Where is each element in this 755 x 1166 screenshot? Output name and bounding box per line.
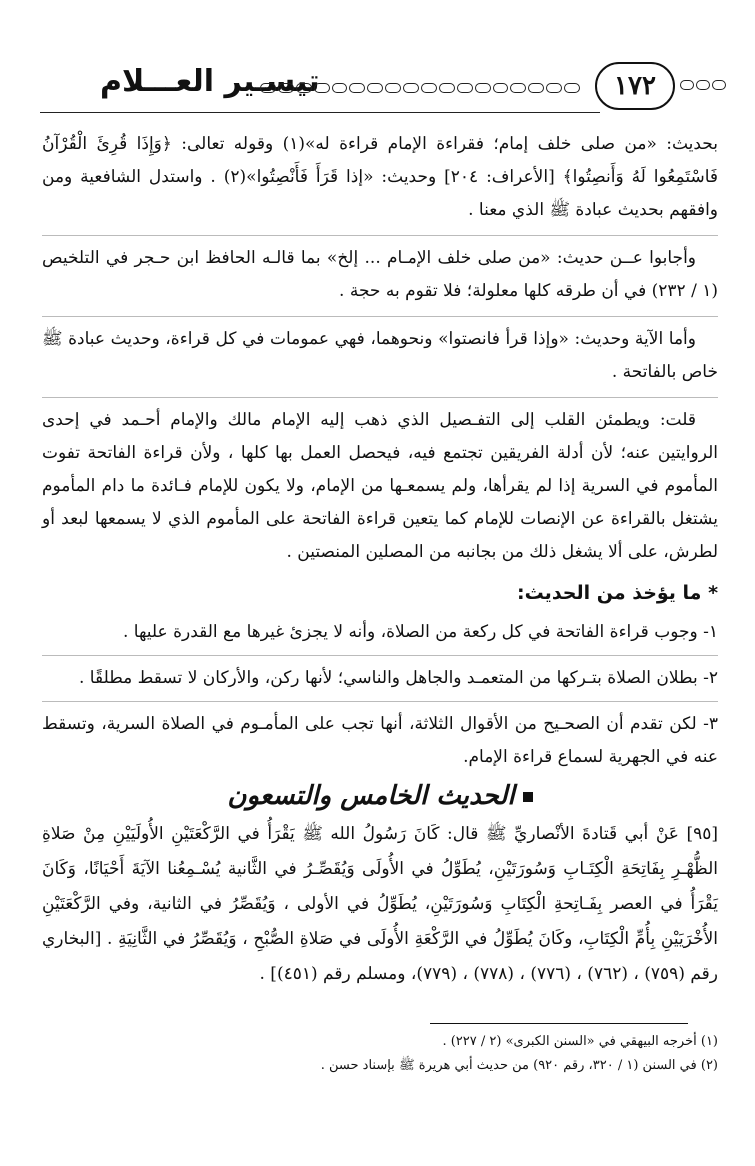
divider [42, 655, 718, 656]
divider [42, 701, 718, 702]
hadith-text: [٩٥] عَنْ أبي قَتادةَ الأنْصاريِّ ﷺ قال: كَانَ رَسُولُ الله ﷺ يَقْرَأُ في الرَّكْعَتَيْنِ الأُولَيَيْنِ مِنْ صَلاةِ الظُّهْـرِ بِفَاتِحَةِ الْكِتَـابِ وَسُورَتَيْنِ، يُطَوِّلُ في الأُولَى وَيُقَصِّـرُ في الثَّانية يُسْـمِعُنا الآيَةَ أَحْيَانًا، وَكَانَ يَقْرَأُ في العصر بِفَـاتِحةِ الْكِتَابِ وَسُورَتَيْنِ، يُطَوِّلُ في الأولى ، وَيُقَصِّرُ في الثانية، وفي الرَّكْعَتَيْنِ الأُخْرَيَيْنِ بِأُمِّ الْكِتَابِ، وكَانَ يُطَوِّلُ في الرَّكْعَةِ الأُولَى في صَلاةِ الصُّبْحِ ، وَيُقَصِّرُ في الثَّانِيَةِ . [البخاري رقم (٧٥٩) ، (٧٦٢) ، (٧٧٦) ، (٧٧٨) ، (٧٧٩)، ومسلم رقم (٤٥١)] . [42, 824, 718, 984]
list-item: ١- وجوب قراءة الفاتحة في كل ركعة من الصلاة، وأنه لا يجزئ غيرها مع القدرة عليها . [122, 622, 718, 642]
hadith-title-text: الحديث الخامس والتسعون [227, 781, 515, 811]
header-rule [40, 112, 600, 113]
book-title: تيسـير العـــلام [100, 64, 320, 99]
divider [42, 316, 718, 317]
list-item: ٣- لكن تقدم أن الصحـيح من الأقوال الثلاثة، أنها تجب على المأمـوم في الصلاة السرية، وتسقط عنه في الجهرية لسماع قراءة الإمام. [42, 714, 718, 767]
divider [42, 235, 718, 236]
hadith-title [42, 780, 718, 813]
paragraph: وأما الآية وحديث: «وإذا قرأ فانصتوا» ونحوهما، فهي عمومات في كل قراءة، وحديث عبادة ﷺ خاص بالفاتحة . [42, 329, 718, 382]
footnotes [42, 1030, 718, 1078]
header-ornament-small [680, 80, 726, 90]
footnote-rule [430, 1023, 688, 1024]
square-bullet-icon [523, 792, 533, 802]
footnote: (١) أخرجه البيهقي في «السنن الكبرى» (٢ / ٢٢٧) . [442, 1034, 718, 1049]
main-text [42, 128, 718, 992]
paragraph: بحديث: «من صلى خلف إمام؛ فقراءة الإمام قراءة له»(١) وقوله تعالى: ﴿وَإِذَا قُرِئَ الْقُرْآنُ فَاسْتَمِعُوا لَهُ وَأَنصِتُوا﴾ [الأعراف: ٢٠٤] وحديث: «إذا قَرَأَ فَأَنْصِتُوا»(٢) . واستدل الشافعية ومن وافقهم بحديث عبادة ﷺ الذي معنا . [42, 134, 719, 220]
section-heading: * ما يؤخذ من الحديث: [516, 582, 718, 604]
paragraph: قلت: ويطمئن القلب إلى التفـصيل الذي ذهب إليه الإمام مالك والإمام أحـمد في إحدى الروايتين عنه؛ لأن أدلة الفريقين تجتمع فيه، فيحصل العمل بها كلها ، ولأن قراءة الفاتحة تفوت المأموم في السرية إذا لم يقرأها، ولم يسمعـها من الإمام، ولا يكون للإمام فـائدة ما دام المأموم يشتغل بالقراءة عن الإنصات للإمام كما يتعين قراءة الفاتحة على المأموم الذي لا يسمعها لبعد أو لطرش، على ألا يشغل ذلك من بجانبه من المصلين المنصتين . [42, 410, 718, 562]
divider [42, 397, 718, 398]
page-number: ١٧٢ [595, 62, 675, 110]
page-header [40, 62, 700, 122]
footnote: (٢) في السنن (١ / ٣٢٠، رقم ٩٢٠) من حديث أبي هريرة ﷺ بإسناد حسن . [320, 1058, 718, 1073]
paragraph: وأجابوا عــن حديث: «من صلى خلف الإمـام ... إلخ» بما قالـه الحافظ ابن حـجر في التلخيص (١ / ٢٣٢) في أن طرقه كلها معلولة؛ فلا تقوم به حجة . [42, 248, 718, 301]
list-item: ٢- بطلان الصلاة بتـركها من المتعمـد والجاهل والناسي؛ لأنها ركن، والأركان لا تسقط مطلقًا . [78, 668, 718, 688]
header-ornament [260, 78, 580, 98]
